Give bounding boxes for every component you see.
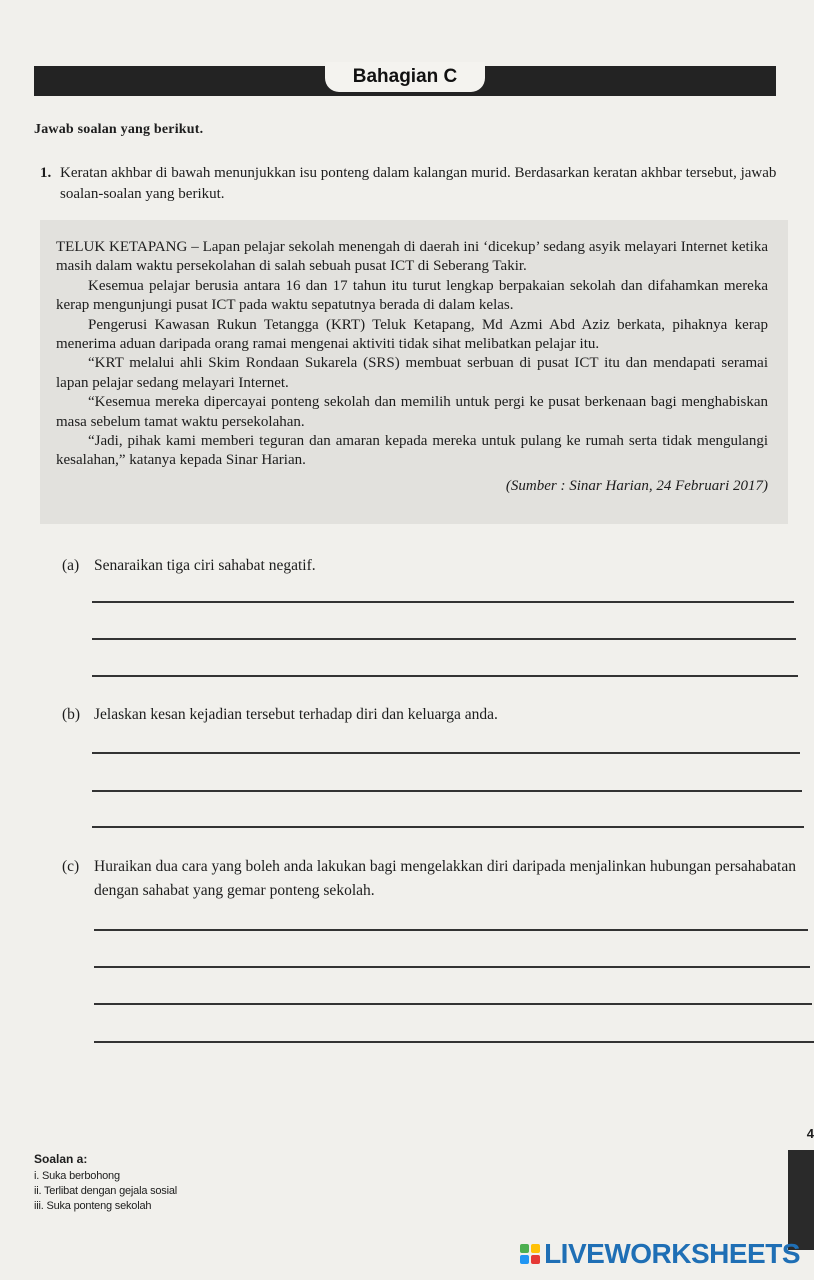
article-paragraph: “Kesemua mereka dipercayai ponteng sekolah dan memilih untuk pergi ke pusat berkenaan bagi menghabiskan masa sebelum tamat waktu persekolahan.: [56, 394, 768, 430]
answer-line-c1[interactable]: [94, 929, 808, 931]
section-title: Bahagian C: [325, 62, 485, 92]
article-paragraph: “Jadi, pihak kami memberi teguran dan amaran kepada mereka untuk pulang ke rumah serta tidak mengulangi kesalahan,” katanya kepada Sinar Harian.: [56, 433, 768, 469]
answer-line-a3[interactable]: [92, 675, 798, 677]
answer-key-item: i. Suka berbohong: [34, 1170, 120, 1182]
page-number: 4: [806, 1126, 814, 1141]
answer-line-c3[interactable]: [94, 1003, 812, 1005]
subquestion-label: (a): [62, 557, 80, 574]
answer-line-c4[interactable]: [94, 1041, 814, 1043]
answer-key: [34, 1152, 254, 1214]
subquestion-a: [62, 554, 782, 578]
subquestion-text: Jelaskan kesan kejadian tersebut terhadap diri dan keluarga anda.: [94, 706, 498, 723]
answer-key-title: Soalan a:: [34, 1152, 88, 1166]
subquestion-text: Huraikan dua cara yang boleh anda lakukan bagi mengelakkan diri daripada menjalinkan hubungan persahabatan dengan sahabat yang gemar ponteng sekolah.: [94, 858, 796, 899]
question-1: [40, 163, 780, 205]
liveworksheets-icon: [520, 1244, 540, 1264]
article-source: (Sumber : Sinar Harian, 24 Februari 2017): [505, 477, 768, 494]
answer-line-c2[interactable]: [94, 966, 810, 968]
newspaper-excerpt: [40, 220, 788, 524]
subquestion-b: [62, 703, 782, 727]
subquestion-c: [62, 855, 812, 903]
article-paragraph: TELUK KETAPANG – Lapan pelajar sekolah menengah di daerah ini ‘dicekup’ sedang asyik melayari Internet ketika masih dalam waktu persekolahan di salah sebuah pusat ICT di Seberang Takir.: [56, 239, 768, 275]
liveworksheets-logo: [520, 1238, 800, 1270]
article-paragraph: Kesemua pelajar berusia antara 16 dan 17 tahun itu turut lengkap berpakaian sekolah dan difahamkan mereka kerap mengunjungi pusat ICT pada waktu sepatutnya berada di dalam kelas.: [56, 277, 768, 314]
side-tab-strip: [788, 1150, 814, 1250]
answer-line-b2[interactable]: [92, 790, 802, 792]
question-text: Keratan akhbar di bawah menunjukkan isu ponteng dalam kalangan murid. Berdasarkan keratan akhbar tersebut, jawab soalan-soalan yang berikut.: [60, 165, 777, 202]
answer-key-item: ii. Terlibat dengan gejala sosial: [34, 1185, 178, 1197]
subquestion-text: Senaraikan tiga ciri sahabat negatif.: [94, 557, 316, 574]
answer-line-a1[interactable]: [92, 601, 794, 603]
answer-key-item: iii. Suka ponteng sekolah: [34, 1200, 152, 1212]
brand-wordmark: LIVEWORKSHEETS: [544, 1238, 800, 1269]
instruction-text: Jawab soalan yang berikut.: [34, 122, 204, 137]
question-number: 1.: [40, 165, 52, 181]
subquestion-label: (c): [62, 858, 80, 875]
article-paragraph: Pengerusi Kawasan Rukun Tetangga (KRT) Teluk Ketapang, Md Azmi Abd Aziz berkata, pihaknya kerap menerima aduan daripada orang ramai mengenai aktiviti tidak sihat melibatkan pelajar itu.: [56, 316, 768, 353]
answer-line-b1[interactable]: [92, 752, 800, 754]
answer-line-b3[interactable]: [92, 826, 804, 828]
article-paragraph: “KRT melalui ahli Skim Rondaan Sukarela (SRS) membuat serbuan di pusat ICT itu dan mendapati seramai lapan pelajar sedang melayari Internet.: [56, 355, 768, 391]
subquestion-label: (b): [62, 706, 81, 723]
answer-line-a2[interactable]: [92, 638, 796, 640]
